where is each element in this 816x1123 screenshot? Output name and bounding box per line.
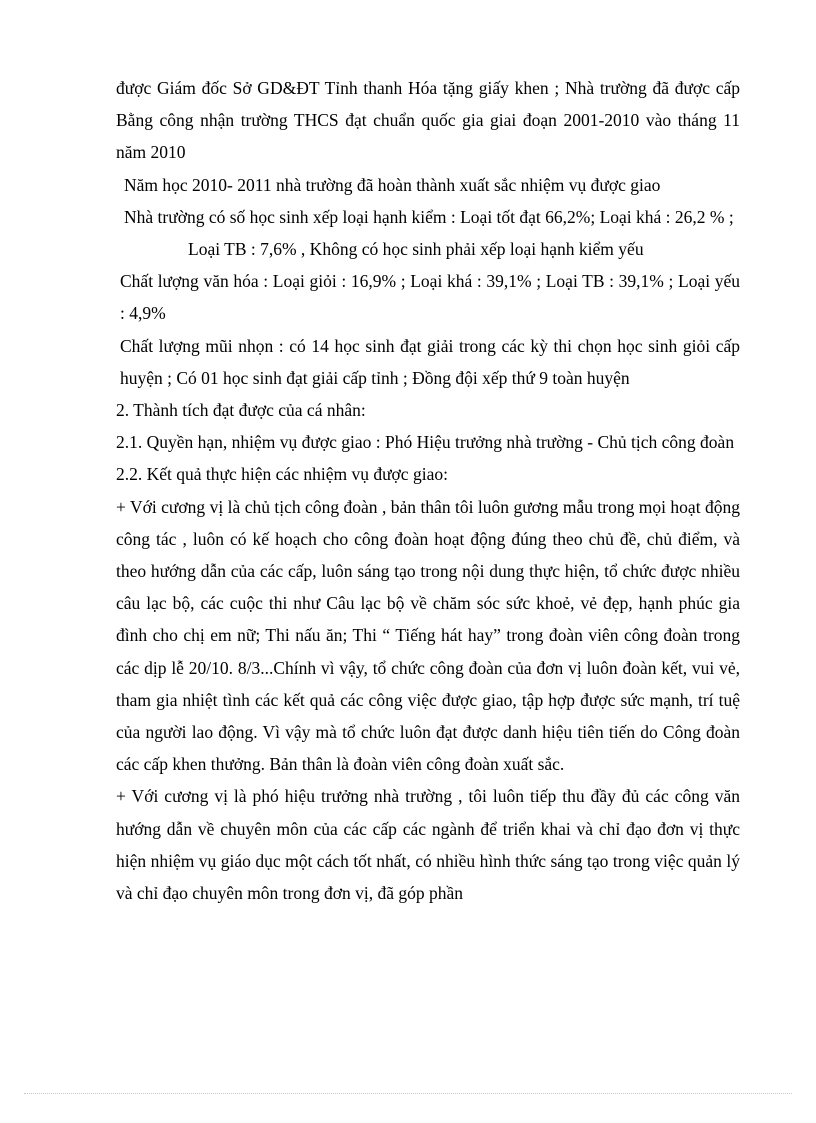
paragraph-union-chair: + Với cương vị là chủ tịch công đoàn , bản thân tôi luôn gương mẫu trong mọi hoạt động công tác , luôn có kế hoạch cho công đoàn hoạt động đúng theo chủ đề, chủ điểm, và theo hướng dẫn của các cấp, luôn sáng tạo trong nội dung thực hiện, tổ chức được nhiều câu lạc bộ, các cuộc thi như Câu lạc bộ về chăm sóc sức khoẻ, vẻ đẹp, hạnh phúc gia đình cho chị em nữ; Thi nấu ăn; Thi “ Tiếng hát hay” trong đoàn viên công đoàn trong các dịp lễ 20/10. 8/3...Chính vì vậy, tổ chức công đoàn của đơn vị luôn đoàn kết, vui vẻ, tham gia nhiệt tình các kết quả các công việc được giao, tập hợp được sức mạnh, trí tuệ của người lao động. Vì vậy mà tổ chức luôn đạt được danh hiệu tiên tiến do Công đoàn các cấp khen thưởng. Bản thân là đoàn viên công đoàn xuất sắc.: [116, 496, 740, 775]
paragraph-school-year: Năm học 2010- 2011 nhà trường đã hoàn thành xuất sắc nhiệm vụ được giao: [124, 174, 661, 195]
paragraph-vice-principal: + Với cương vị là phó hiệu trưởng nhà trường , tôi luôn tiếp thu đầy đủ các công văn hướng dẫn về chuyên môn của các cấp các ngành để triển khai và chỉ đạo đơn vị thực hiện nhiệm vụ giáo dục một cách tốt nhất, có nhiều hình thức sáng tạo trong việc quản lý và chỉ đạo chuyên môn trong đơn vị, đã góp phần: [116, 786, 740, 904]
document-page: [116, 72, 740, 909]
paragraph-spearhead-quality: Chất lượng mũi nhọn : có 14 học sinh đạt giải trong các kỳ thi chọn học sinh giỏi cấp huyện ; Có 01 học sinh đạt giải cấp tỉnh ; Đồng đội xếp thứ 9 toàn huyện: [120, 335, 740, 388]
paragraph-award: được Giám đốc Sở GD&ĐT Tỉnh thanh Hóa tặng giấy khen ; Nhà trường đã được cấp Bằng công nhận trường THCS đạt chuẩn quốc gia giai đoạn 2001-2010 vào tháng 11 năm 2010: [116, 78, 740, 163]
heading-duty-results: 2.2. Kết quả thực hiện các nhiệm vụ được giao:: [116, 464, 448, 485]
page-bottom-rule: [24, 1093, 792, 1094]
heading-duties: 2.1. Quyền hạn, nhiệm vụ được giao : Phó Hiệu trưởng nhà trường - Chủ tịch công đoàn: [116, 432, 735, 453]
paragraph-conduct-average: Loại TB : 7,6% , Không có học sinh phải xếp loại hạnh kiểm yếu: [188, 239, 644, 260]
heading-personal-achievements: 2. Thành tích đạt được của cá nhân:: [116, 400, 366, 421]
paragraph-conduct-ranking: Nhà trường có số học sinh xếp loại hạnh kiểm : Loại tốt đạt 66,2%; Loại khá : 26,2 % ;: [124, 206, 734, 227]
paragraph-culture-quality: Chất lượng văn hóa : Loại giỏi : 16,9% ; Loại khá : 39,1% ; Loại TB : 39,1% ; Loại yếu : 4,9%: [120, 271, 740, 324]
